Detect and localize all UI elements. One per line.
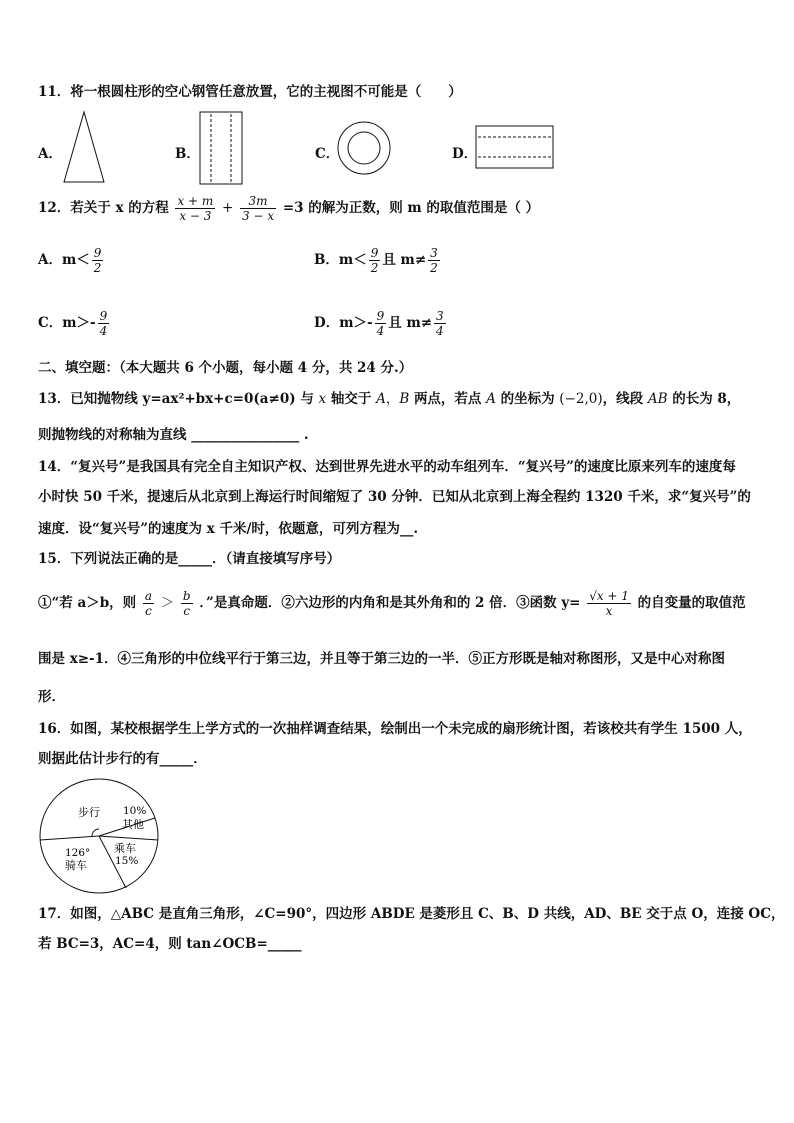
q12-option-d: D．m＞- $\frac{9}{4}$ 且 m≠ $\frac{3}{4}$ bbox=[314, 309, 444, 338]
q12-option-a: A．m＜ $\frac{9}{2}$ bbox=[38, 246, 102, 275]
q11-option-c-figure bbox=[336, 120, 392, 176]
q17-line-2: 若 BC=3，AC=4，则 tan∠OCB=_____ bbox=[38, 936, 302, 952]
pie-label-other: 其他 bbox=[122, 818, 144, 831]
q12-option-c: C．m＞- $\frac{9}{4}$ bbox=[38, 309, 108, 338]
q12-option-b: B．m＜ $\frac{9}{2}$ 且 m≠ $\frac{3}{2}$ bbox=[314, 246, 438, 275]
q15-line-4: 形． bbox=[38, 689, 65, 705]
q12-fraction-2: $\frac{3m}{3 - x}$ bbox=[242, 194, 275, 223]
q16-line-1: 16．如图，某校根据学生上学方式的一次抽样调查结果，绘制出一个未完成的扇形统计图，若该校共有学生 1500 人， bbox=[38, 721, 752, 737]
q12-stem-post: =3 的解为正数，则 m 的取值范围是（ ） bbox=[282, 200, 540, 216]
q15-line-3: 围是 x≥-1．④三角形的中位线平行于第三边，并且等于第三边的一半．⑤正方形既是轴对称图形，又是中心对称图 bbox=[38, 651, 726, 667]
q11-option-b-label: B． bbox=[175, 146, 200, 162]
q14-line-1: 14．“复兴号”是我国具有完全自主知识产权、达到世界先进水平的动车组列车．“复兴号”的速度比原来列车的速度每 bbox=[38, 459, 736, 475]
q15-line-2: ①“若 a＞b，则 $\frac{a}{c}$ ＞ $\frac{b}{c}$ ．”是真命题．②六边形的内角和是其外角和的 2 倍．③函数 y= $\frac{√x + 1}{x}$ 的自变量的取值范 bbox=[38, 589, 746, 618]
q13-line-2: 则抛物线的对称轴为直线 ________________ . bbox=[38, 427, 309, 443]
pie-label-bike: 骑车 bbox=[65, 859, 87, 872]
pie-label-bus-pct: 15% bbox=[115, 855, 139, 867]
q13-line-1: 13．已知抛物线 y=ax²+bx+c=0(a≠0) 与 x 轴交于 A，B 两点，若点 A 的坐标为 (−2,0)，线段 AB 的长为 8， bbox=[38, 391, 741, 407]
q11-stem: 11．将一根圆柱形的空心钢管任意放置，它的主视图不可能是（ ） bbox=[38, 84, 462, 100]
q16-pie-chart bbox=[38, 776, 160, 896]
pie-boundary-walk-bike bbox=[40, 836, 99, 840]
q15-sqrt-fraction: $\frac{√x + 1}{x}$ bbox=[589, 589, 629, 618]
q11-option-a-label: A． bbox=[38, 146, 62, 162]
pie-label-walk: 步行 bbox=[78, 806, 100, 819]
q15-line-1: 15．下列说法正确的是_____．（请直接填写序号） bbox=[38, 551, 341, 567]
pie-boundary-other-bus bbox=[99, 836, 158, 840]
q12-stem-pre: 12．若关于 x 的方程 bbox=[38, 200, 169, 216]
q11-option-b-figure bbox=[198, 110, 244, 186]
section-heading-fill-in: 二、填空题：（本大题共 6 个小题，每小题 4 分，共 24 分.） bbox=[38, 360, 413, 376]
q12-stem: 12．若关于 x 的方程 $\frac{x + m}{x - 3}$ + $\frac{3m}{3 - x}$ =3 的解为正数，则 m 的取值范围是（ ） bbox=[38, 194, 540, 223]
q14-line-3: 速度．设“复兴号”的速度为 x 千米/时，依题意，可列方程为__. bbox=[38, 521, 419, 537]
pie-label-bus: 乘车 bbox=[114, 842, 136, 855]
q11-option-d-label: D． bbox=[452, 146, 478, 162]
q12-fraction-1: $\frac{x + m}{x - 3}$ bbox=[177, 194, 214, 223]
q11-option-a-figure bbox=[62, 110, 106, 184]
pie-label-bike-deg: 126° bbox=[65, 847, 91, 859]
pie-label-other-pct: 10% bbox=[123, 805, 147, 817]
q17-line-1: 17．如图，△ABC 是直角三角形，∠C=90°，四边形 ABDE 是菱形且 C、B、D 共线，AD、BE 交于点 O，连接 OC， bbox=[38, 906, 785, 922]
q11-option-c-label: C． bbox=[315, 146, 340, 162]
q11-option-d-figure bbox=[474, 124, 556, 172]
q16-line-2: 则据此估计步行的有_____． bbox=[38, 751, 207, 767]
q14-line-2: 小时快 50 千米，提速后从北京到上海运行时间缩短了 30 分钟．已知从北京到上海全程约 1320 千米，求“复兴号”的 bbox=[38, 489, 751, 505]
